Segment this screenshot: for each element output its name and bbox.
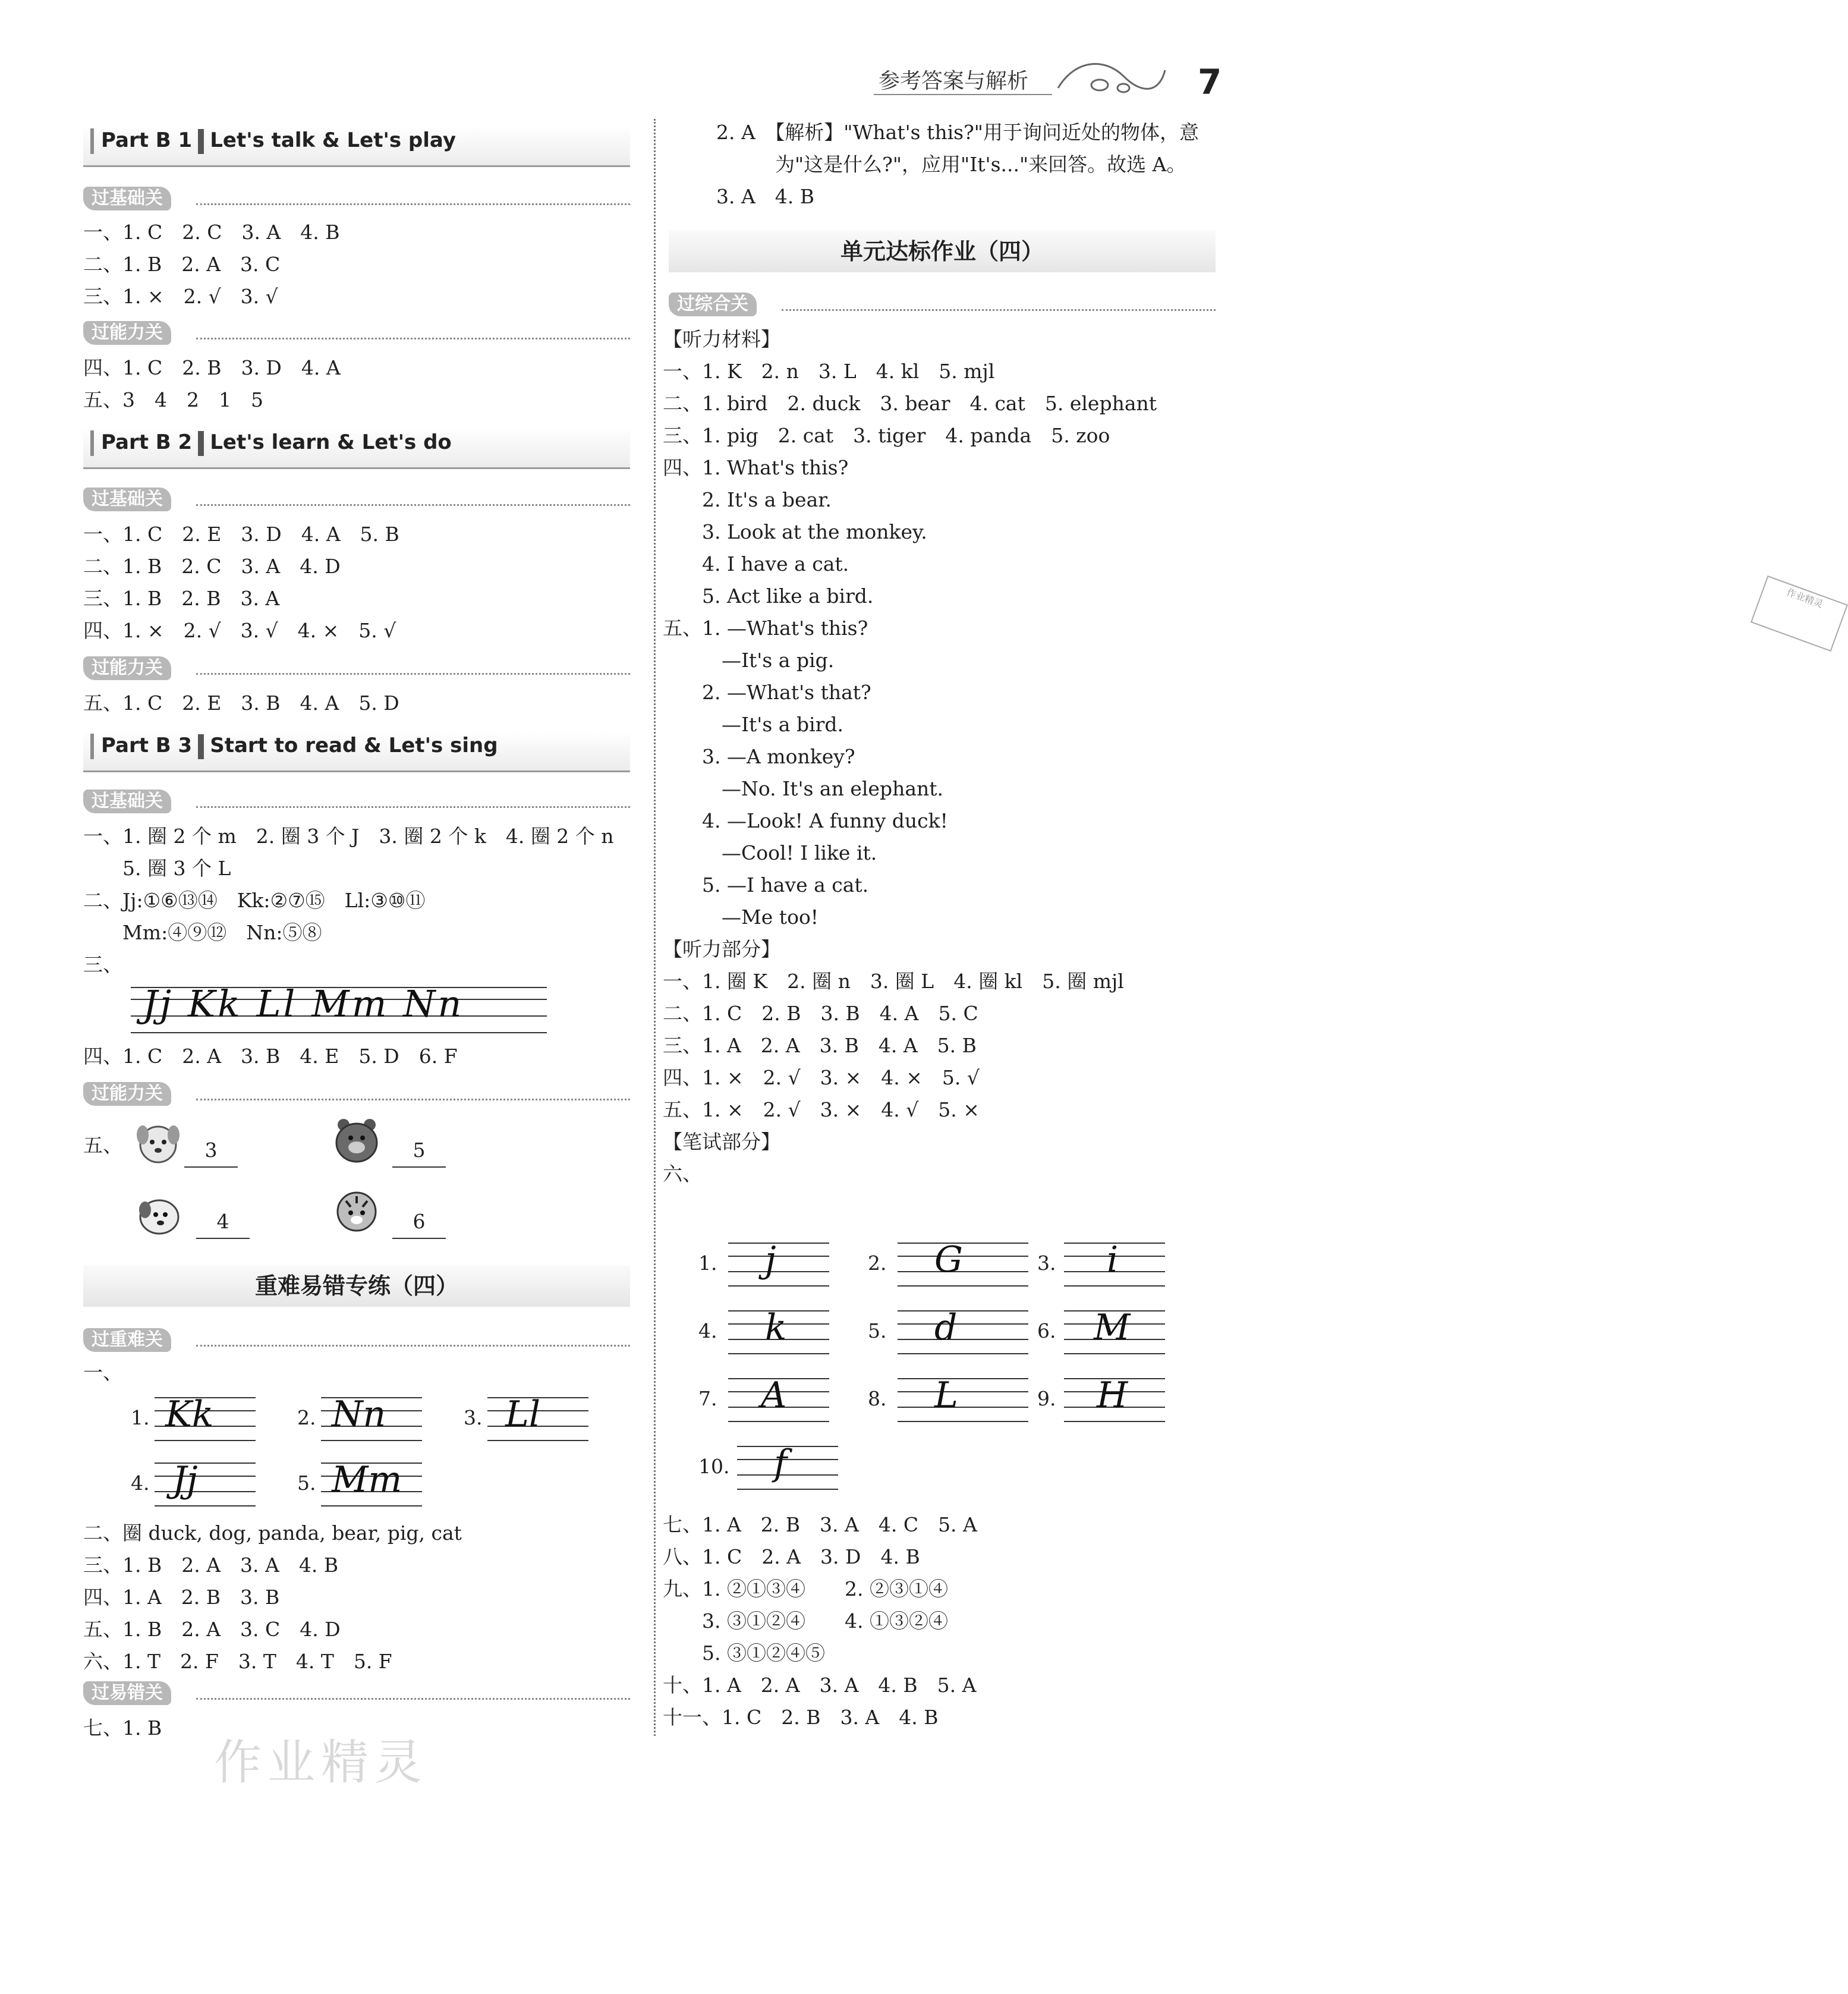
level-badge: 过易错关 xyxy=(83,1681,171,1705)
answer-line: Mm:④⑨⑫ Nn:⑤⑧ xyxy=(83,921,322,944)
answer-line: 3. A 4. B xyxy=(716,185,815,208)
handwriting-answer: M xyxy=(1094,1307,1131,1348)
part-b3-banner xyxy=(83,731,630,772)
answer-line: 一、1. C 2. E 3. D 4. A 5. B xyxy=(83,523,399,546)
answer-line: 4. I have a cat. xyxy=(663,552,849,575)
answer-line: 五、3 4 2 1 5 xyxy=(83,388,263,411)
answer-line: 四、1. × 2. √ 3. × 4. × 5. √ xyxy=(663,1066,980,1089)
handwriting-answer: Kk xyxy=(165,1394,214,1435)
handwriting-guide xyxy=(155,1394,256,1445)
handwriting-guide xyxy=(321,1459,422,1510)
part-b1-label: Part B 1 xyxy=(101,128,193,152)
answer-line: 三、1. A 2. A 3. B 4. A 5. B xyxy=(663,1034,977,1057)
answer-line: 5. 圈 3 个 L xyxy=(83,857,231,880)
handwriting-answer: j xyxy=(765,1239,776,1281)
handwriting-answer: k xyxy=(765,1307,787,1348)
item-number: 5. xyxy=(297,1471,316,1495)
answer-line: 一、1. K 2. n 3. L 4. kl 5. mjl xyxy=(663,360,995,383)
answer-line: 三、 xyxy=(83,953,122,976)
b2-basic-answers xyxy=(83,518,399,647)
b3-ability-level xyxy=(83,1081,630,1107)
answer-line: 七、1. A 2. B 3. A 4. C 5. A xyxy=(663,1513,977,1536)
level-badge: 过综合关 xyxy=(669,293,757,316)
b3-basic-level xyxy=(83,788,630,814)
answer-value: 6 xyxy=(413,1210,426,1233)
header-rule xyxy=(874,94,1052,95)
answer-line: 三、1. B 2. B 3. A xyxy=(83,587,280,610)
answer-value: 3 xyxy=(204,1138,218,1162)
item-number: 3. xyxy=(1037,1251,1056,1275)
b1-basic-answers xyxy=(83,216,339,313)
answer-line: 三、1. B 2. A 3. A 4. B xyxy=(83,1553,339,1577)
hard-answers xyxy=(83,1517,462,1678)
level-badge: 过能力关 xyxy=(83,656,171,680)
handwriting-answer: Mm xyxy=(332,1459,402,1501)
column-divider xyxy=(654,119,656,1736)
handwriting-guide xyxy=(487,1394,588,1445)
answer-line: 八、1. C 2. A 3. D 4. B xyxy=(663,1545,920,1568)
b2-ability-level xyxy=(83,655,630,681)
handwriting-answer: H xyxy=(1097,1375,1128,1416)
easy-level xyxy=(83,1680,630,1706)
answer-line: 三、1. pig 2. cat 3. tiger 4. panda 5. zoo xyxy=(663,424,1110,447)
b1-ability-level xyxy=(83,320,630,346)
handwriting-guide xyxy=(898,1239,1028,1290)
hard-section-title: 重难易错专练（四） xyxy=(83,1265,630,1307)
handwriting-guide xyxy=(898,1307,1028,1358)
handwriting-guide xyxy=(1064,1375,1165,1426)
watermark-stamp: 作业精灵 xyxy=(1751,575,1848,652)
b1-ability-answers xyxy=(83,352,341,416)
answer-value: 5 xyxy=(413,1138,426,1162)
part-b3-tag xyxy=(90,734,498,759)
part-b1-tag xyxy=(90,128,456,154)
answer-line: 二、1. C 2. B 3. B 4. A 5. C xyxy=(663,1002,978,1025)
answer-line: —No. It's an elephant. xyxy=(663,777,944,800)
answer-line: 5. Act like a bird. xyxy=(663,584,874,608)
level-badge: 过能力关 xyxy=(83,321,171,345)
handwriting-guide xyxy=(728,1307,829,1358)
part-b2-tag xyxy=(90,430,452,456)
item-number: 4. xyxy=(698,1319,717,1342)
part-b2-banner xyxy=(83,428,630,469)
answer-line: 2. —What's that? xyxy=(663,681,871,704)
answer-line: 5. —I have a cat. xyxy=(663,873,869,897)
answer-line: 五、1. × 2. √ 3. × 4. √ 5. × xyxy=(663,1098,980,1121)
handwriting-answer: G xyxy=(934,1239,963,1281)
hard-handwriting xyxy=(131,1394,642,1528)
answer-line: 五、1. B 2. A 3. C 4. D xyxy=(83,1618,341,1641)
b2-basic-level xyxy=(83,486,630,512)
answer-line: 七、1. B xyxy=(83,1716,162,1740)
item-number: 7. xyxy=(698,1387,717,1410)
handwriting-guide xyxy=(898,1375,1028,1426)
bear-icon xyxy=(328,1112,385,1169)
item-number: 2. xyxy=(297,1406,316,1429)
answer-blank xyxy=(184,1134,238,1168)
handwriting-answer: A xyxy=(761,1375,787,1416)
b2-ability-answers xyxy=(83,687,399,719)
page-number: 7 xyxy=(1198,62,1222,102)
level-badge: 过基础关 xyxy=(83,790,171,813)
part-b3-subtitle: Start to read & Let's sing xyxy=(210,734,498,757)
answer-line: 2. It's a bear. xyxy=(663,488,832,511)
b3-extra-answers xyxy=(716,117,1199,213)
item-number: 1. xyxy=(698,1251,717,1275)
answer-line: 2. A 【解析】"What's this?"用于询问近处的物体，意 xyxy=(716,121,1199,144)
answer-line: 四、1. × 2. √ 3. √ 4. × 5. √ xyxy=(83,619,396,642)
handwriting-answer: Nn xyxy=(332,1394,386,1435)
answer-line: 一、1. 圈 2 个 m 2. 圈 3 个 J 3. 圈 2 个 k 4. 圈 2 个 n xyxy=(83,825,614,848)
handwriting-guide xyxy=(155,1459,256,1510)
answer-line: —Me too! xyxy=(663,905,819,929)
item-number: 8. xyxy=(868,1387,887,1410)
written-answers xyxy=(663,1509,977,1734)
level-badge: 过基础关 xyxy=(83,488,171,511)
b3-answers-four xyxy=(83,1040,458,1073)
handwriting-guide xyxy=(1064,1307,1165,1358)
answer-line: 二、圈 duck, dog, panda, bear, pig, cat xyxy=(83,1521,462,1545)
item-number: 2. xyxy=(868,1251,887,1275)
answer-line: 三、1. × 2. √ 3. √ xyxy=(83,285,278,308)
question-number: 六、 xyxy=(663,1162,702,1185)
part-b1-subtitle: Let's talk & Let's play xyxy=(210,128,456,152)
answer-line: 十一、1. C 2. B 3. A 4. B xyxy=(663,1706,939,1729)
b1-basic-level xyxy=(83,185,630,212)
answer-line: 四、1. What's this? xyxy=(663,456,849,479)
part-b2-label: Part B 2 xyxy=(101,430,193,454)
item-number: 10. xyxy=(698,1455,730,1478)
puppy-icon xyxy=(130,1186,187,1243)
hard-level xyxy=(83,1327,630,1353)
header-title: 参考答案与解析 xyxy=(879,69,1029,93)
answer-line: 二、1. B 2. C 3. A 4. D xyxy=(83,555,341,578)
handwriting-answer: Jj xyxy=(172,1459,198,1501)
comp-level xyxy=(669,291,1216,317)
answer-line: 3. —A monkey? xyxy=(663,745,855,768)
level-badge: 过能力关 xyxy=(83,1082,171,1106)
hard-one-label xyxy=(83,1357,122,1389)
handwriting-answer: f xyxy=(774,1442,788,1484)
answer-line: 3. ③①②④ 4. ①③②④ xyxy=(663,1609,948,1633)
watermark: 作业精灵 xyxy=(214,1735,428,1790)
section-label: 【听力部分】 xyxy=(663,938,780,961)
answer-line: 六、1. T 2. F 3. T 4. T 5. F xyxy=(83,1650,392,1673)
item-number: 6. xyxy=(1037,1319,1056,1342)
handwriting-guide xyxy=(728,1375,829,1426)
level-badge: 过基础关 xyxy=(83,187,171,210)
tiger-icon xyxy=(328,1183,385,1240)
handwriting-answer: i xyxy=(1107,1239,1119,1281)
question-number: 一、 xyxy=(83,1361,122,1384)
listening-material xyxy=(663,323,1157,1190)
part-b3-label: Part B 3 xyxy=(101,734,193,757)
answer-line: 四、1. C 2. B 3. D 4. A xyxy=(83,356,341,379)
answer-line: 4. —Look! A funny duck! xyxy=(663,809,948,832)
b3-basic-answers xyxy=(83,820,614,981)
answer-line: 一、1. C 2. C 3. A 4. B xyxy=(83,221,340,244)
easy-answers xyxy=(83,1712,162,1744)
question-number: 五、 xyxy=(83,1134,122,1157)
answer-line: 二、1. B 2. A 3. C xyxy=(83,253,281,276)
handwriting-answer: Jj Kk Ll Mm Nn xyxy=(143,982,464,1026)
item-number: 9. xyxy=(1037,1387,1056,1410)
handwriting-answer: Ll xyxy=(505,1394,541,1435)
answer-line: —It's a pig. xyxy=(663,649,835,672)
item-number: 5. xyxy=(868,1319,887,1342)
part-b2-subtitle: Let's learn & Let's do xyxy=(210,430,452,454)
level-badge: 过重难关 xyxy=(83,1328,171,1352)
dog-icon xyxy=(130,1115,187,1172)
handwriting-guide xyxy=(131,982,547,1046)
answer-blank xyxy=(392,1134,446,1168)
answer-line: 3. Look at the monkey. xyxy=(663,520,927,543)
handwriting-guide xyxy=(1064,1239,1165,1290)
answer-value: 4 xyxy=(216,1210,229,1233)
handwriting-answer: d xyxy=(934,1307,958,1348)
item-number: 4. xyxy=(131,1471,150,1495)
answer-line: 5. ③①②④⑤ xyxy=(663,1641,825,1665)
swirl-decoration-icon xyxy=(1052,52,1171,106)
answer-line: —It's a bird. xyxy=(663,713,844,736)
answer-line: 五、1. —What's this? xyxy=(663,617,868,640)
answer-line: 十、1. A 2. A 3. A 4. B 5. A xyxy=(663,1674,977,1697)
handwriting-guide xyxy=(737,1442,838,1493)
answer-line: 九、1. ②①③④ 2. ②③①④ xyxy=(663,1577,948,1600)
answer-line: 一、1. 圈 K 2. 圈 n 3. 圈 L 4. 圈 kl 5. 圈 mjl xyxy=(663,970,1124,993)
item-number: 3. xyxy=(464,1406,483,1429)
unit-section-title: 单元达标作业（四） xyxy=(669,231,1216,272)
six-handwriting xyxy=(698,1239,1233,1522)
section-label: 【听力材料】 xyxy=(663,328,780,351)
item-number: 1. xyxy=(131,1406,150,1429)
handwriting-guide xyxy=(321,1394,422,1445)
answer-line: 五、1. C 2. E 3. B 4. A 5. D xyxy=(83,691,399,715)
b3-five-label xyxy=(83,1130,122,1162)
answer-line: 为"这是什么?"，应用"It's..."来回答。故选 A。 xyxy=(716,153,1186,176)
answer-line: 四、1. C 2. A 3. B 4. E 5. D 6. F xyxy=(83,1045,458,1068)
answer-line: 四、1. A 2. B 3. B xyxy=(83,1586,280,1609)
answer-line: —Cool! I like it. xyxy=(663,841,877,864)
section-label: 【笔试部分】 xyxy=(663,1130,780,1153)
part-b1-banner xyxy=(83,126,630,167)
handwriting-answer: L xyxy=(934,1375,958,1416)
handwriting-guide xyxy=(728,1239,829,1290)
answer-line: 二、1. bird 2. duck 3. bear 4. cat 5. elephant xyxy=(663,392,1157,415)
answer-line: 二、Jj:①⑥⑬⑭ Kk:②⑦⑮ Ll:③⑩⑪ xyxy=(83,889,426,912)
answer-blank xyxy=(196,1206,250,1239)
answer-blank xyxy=(392,1206,446,1239)
